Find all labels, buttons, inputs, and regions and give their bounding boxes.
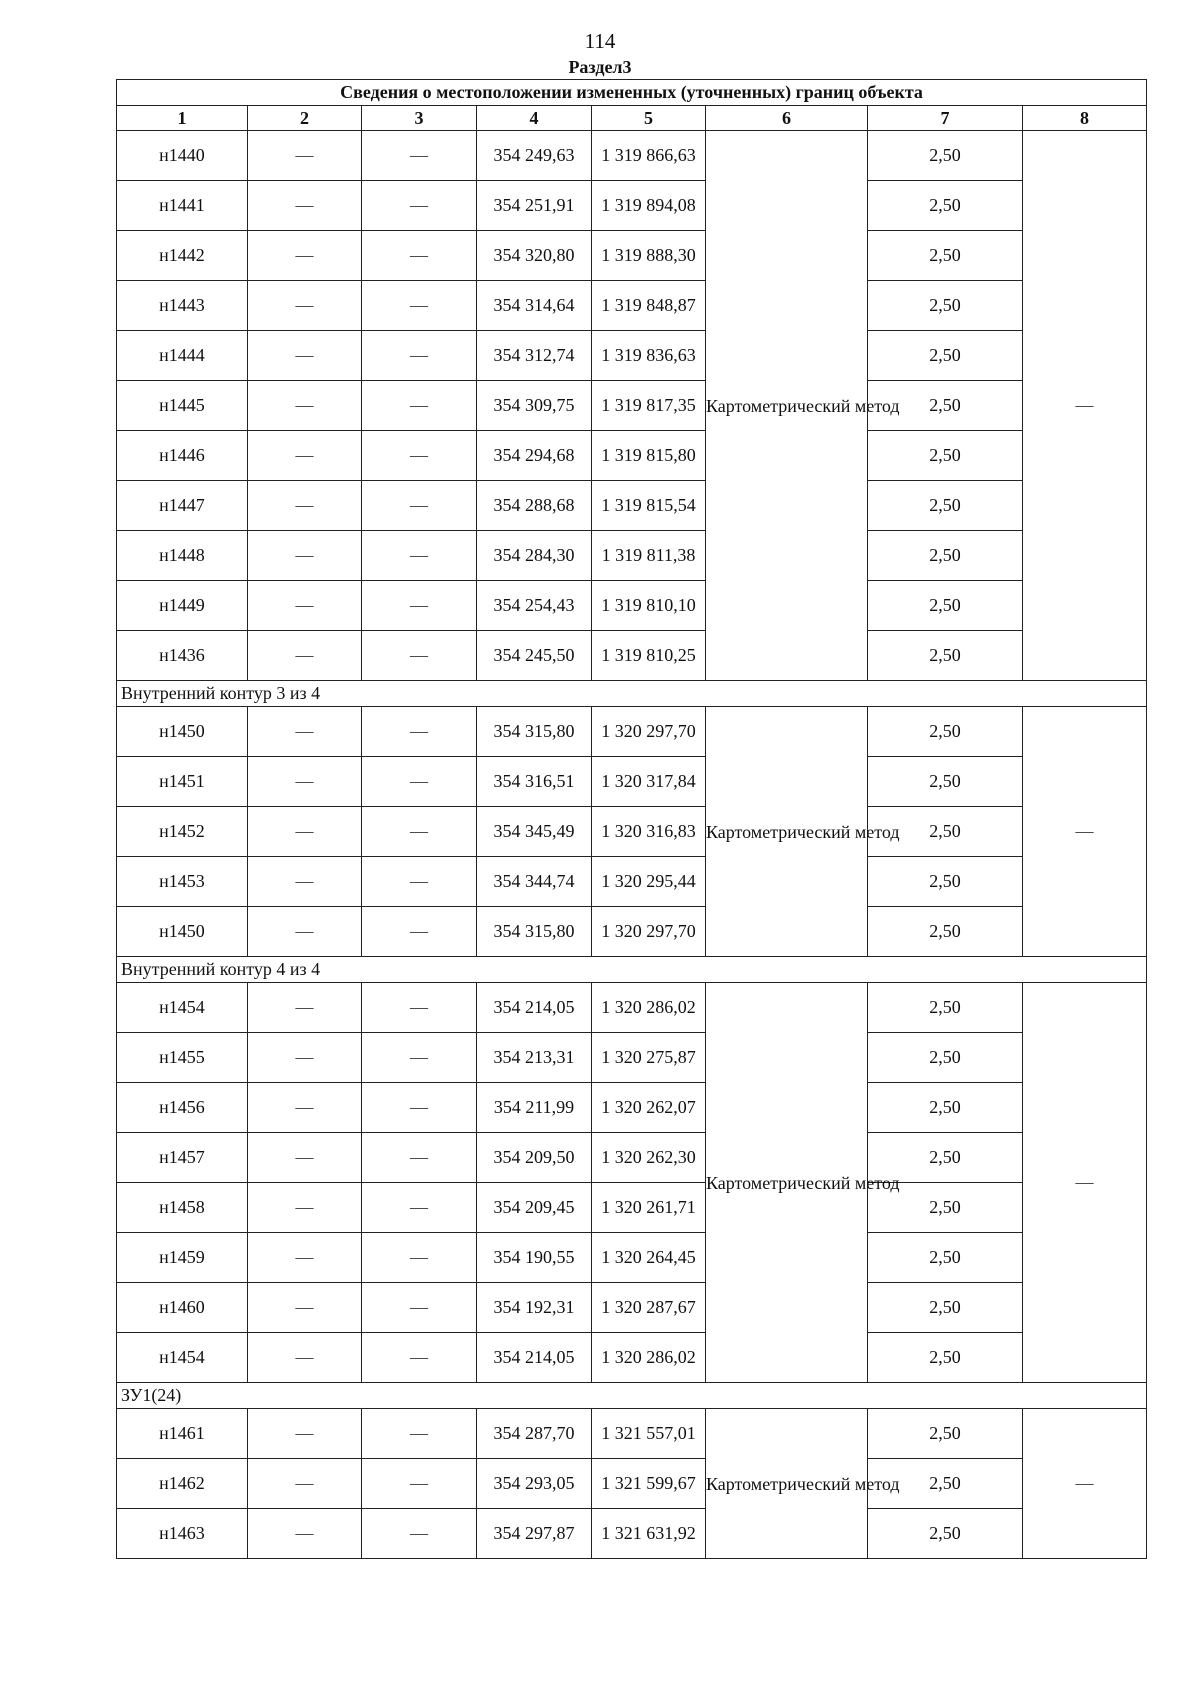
column-3-cell: —: [362, 857, 477, 907]
x-coordinate-cell: 354 316,51: [477, 757, 592, 807]
method-cell: Картометрический метод: [706, 707, 868, 957]
accuracy-cell: 2,50: [868, 1459, 1023, 1509]
point-name-cell: н1441: [117, 181, 248, 231]
x-coordinate-cell: 354 211,99: [477, 1083, 592, 1133]
point-name-cell: н1454: [117, 983, 248, 1033]
y-coordinate-cell: 1 319 810,25: [592, 631, 706, 681]
point-name-cell: н1459: [117, 1233, 248, 1283]
y-coordinate-cell: 1 321 557,01: [592, 1409, 706, 1459]
table-row: [117, 983, 1147, 1033]
column-number-row: [117, 106, 1147, 131]
y-coordinate-cell: 1 319 866,63: [592, 131, 706, 181]
column-3-cell: —: [362, 1509, 477, 1559]
point-name-cell: н1461: [117, 1409, 248, 1459]
column-2-cell: —: [248, 331, 362, 381]
accuracy-cell: 2,50: [868, 757, 1023, 807]
table-row: [117, 1083, 1147, 1133]
contour-label: Внутренний контур 4 из 4: [117, 957, 1147, 983]
column-2-cell: —: [248, 707, 362, 757]
x-coordinate-cell: 354 251,91: [477, 181, 592, 231]
point-name-cell: н1456: [117, 1083, 248, 1133]
point-name-cell: н1447: [117, 481, 248, 531]
x-coordinate-cell: 354 315,80: [477, 707, 592, 757]
x-coordinate-cell: 354 209,45: [477, 1183, 592, 1233]
point-name-cell: н1463: [117, 1509, 248, 1559]
method-cell: Картометрический метод: [706, 983, 868, 1383]
table-row: [117, 531, 1147, 581]
point-name-cell: н1444: [117, 331, 248, 381]
accuracy-cell: 2,50: [868, 1283, 1023, 1333]
table-row: [117, 1459, 1147, 1509]
y-coordinate-cell: 1 319 848,87: [592, 281, 706, 331]
column-3-cell: —: [362, 431, 477, 481]
column-3-cell: —: [362, 907, 477, 957]
point-name-cell: н1436: [117, 631, 248, 681]
y-coordinate-cell: 1 319 815,54: [592, 481, 706, 531]
x-coordinate-cell: 354 214,05: [477, 1333, 592, 1383]
column-3-cell: —: [362, 1459, 477, 1509]
column-number: 7: [868, 106, 1023, 131]
contour-label: ЗУ1(24): [117, 1383, 1147, 1409]
accuracy-cell: 2,50: [868, 1233, 1023, 1283]
y-coordinate-cell: 1 319 817,35: [592, 381, 706, 431]
column-3-cell: —: [362, 1283, 477, 1333]
y-coordinate-cell: 1 320 297,70: [592, 707, 706, 757]
column-2-cell: —: [248, 381, 362, 431]
y-coordinate-cell: 1 320 262,07: [592, 1083, 706, 1133]
x-coordinate-cell: 354 214,05: [477, 983, 592, 1033]
column-2-cell: —: [248, 131, 362, 181]
y-coordinate-cell: 1 321 599,67: [592, 1459, 706, 1509]
point-name-cell: н1450: [117, 907, 248, 957]
y-coordinate-cell: 1 320 316,83: [592, 807, 706, 857]
column-2-cell: —: [248, 857, 362, 907]
y-coordinate-cell: 1 320 297,70: [592, 907, 706, 957]
column-number: 1: [117, 106, 248, 131]
x-coordinate-cell: 354 288,68: [477, 481, 592, 531]
y-coordinate-cell: 1 319 894,08: [592, 181, 706, 231]
x-coordinate-cell: 354 312,74: [477, 331, 592, 381]
column-3-cell: —: [362, 631, 477, 681]
accuracy-cell: 2,50: [868, 231, 1023, 281]
accuracy-cell: 2,50: [868, 481, 1023, 531]
column-3-cell: —: [362, 581, 477, 631]
accuracy-cell: 2,50: [868, 331, 1023, 381]
x-coordinate-cell: 354 213,31: [477, 1033, 592, 1083]
column-2-cell: —: [248, 757, 362, 807]
table-row: [117, 181, 1147, 231]
column-2-cell: —: [248, 1283, 362, 1333]
accuracy-cell: 2,50: [868, 531, 1023, 581]
accuracy-cell: 2,50: [868, 181, 1023, 231]
column-3-cell: —: [362, 1083, 477, 1133]
column-2-cell: —: [248, 1183, 362, 1233]
contour-label: Внутренний контур 3 из 4: [117, 681, 1147, 707]
table-body: [117, 131, 1147, 1559]
table-row: [117, 481, 1147, 531]
x-coordinate-cell: 354 249,63: [477, 131, 592, 181]
point-name-cell: н1458: [117, 1183, 248, 1233]
table-row: [117, 281, 1147, 331]
accuracy-cell: 2,50: [868, 281, 1023, 331]
point-name-cell: н1443: [117, 281, 248, 331]
point-name-cell: н1457: [117, 1133, 248, 1183]
table-row: [117, 1033, 1147, 1083]
x-coordinate-cell: 354 297,87: [477, 1509, 592, 1559]
y-coordinate-cell: 1 320 317,84: [592, 757, 706, 807]
x-coordinate-cell: 354 314,64: [477, 281, 592, 331]
column-3-cell: —: [362, 1133, 477, 1183]
point-name-cell: н1446: [117, 431, 248, 481]
table-row: [117, 431, 1147, 481]
accuracy-cell: 2,50: [868, 1133, 1023, 1183]
contour-header-row: [117, 957, 1147, 983]
column-3-cell: —: [362, 281, 477, 331]
section-title: Раздел3: [568, 57, 632, 77]
table-row: [117, 1409, 1147, 1459]
table-row: [117, 1233, 1147, 1283]
column-3-cell: —: [362, 757, 477, 807]
table-row: [117, 807, 1147, 857]
table-caption: Сведения о местоположении измененных (уточненных) границ объекта: [117, 80, 1147, 106]
x-coordinate-cell: 354 209,50: [477, 1133, 592, 1183]
column-2-cell: —: [248, 531, 362, 581]
accuracy-cell: 2,50: [868, 807, 1023, 857]
table-row: [117, 1333, 1147, 1383]
point-name-cell: н1442: [117, 231, 248, 281]
accuracy-cell: 2,50: [868, 1333, 1023, 1383]
x-coordinate-cell: 354 345,49: [477, 807, 592, 857]
point-name-cell: н1462: [117, 1459, 248, 1509]
point-name-cell: н1450: [117, 707, 248, 757]
column-3-cell: —: [362, 1183, 477, 1233]
column-3-cell: —: [362, 1333, 477, 1383]
column-3-cell: —: [362, 381, 477, 431]
accuracy-cell: 2,50: [868, 381, 1023, 431]
x-coordinate-cell: 354 315,80: [477, 907, 592, 957]
y-coordinate-cell: 1 320 286,02: [592, 983, 706, 1033]
y-coordinate-cell: 1 319 888,30: [592, 231, 706, 281]
accuracy-cell: 2,50: [868, 1509, 1023, 1559]
coordinates-table: [116, 79, 1147, 1559]
x-coordinate-cell: 354 254,43: [477, 581, 592, 631]
table-row: [117, 1509, 1147, 1559]
table-row: [117, 907, 1147, 957]
column-3-cell: —: [362, 1033, 477, 1083]
column-3-cell: —: [362, 707, 477, 757]
accuracy-cell: 2,50: [868, 1083, 1023, 1133]
accuracy-cell: 2,50: [868, 131, 1023, 181]
table-row: [117, 631, 1147, 681]
table-row: [117, 1183, 1147, 1233]
column-2-cell: —: [248, 631, 362, 681]
column-number: 3: [362, 106, 477, 131]
point-name-cell: н1454: [117, 1333, 248, 1383]
column-2-cell: —: [248, 1409, 362, 1459]
column-3-cell: —: [362, 131, 477, 181]
x-coordinate-cell: 354 245,50: [477, 631, 592, 681]
table-row: [117, 1283, 1147, 1333]
column-2-cell: —: [248, 1083, 362, 1133]
column-2-cell: —: [248, 1033, 362, 1083]
x-coordinate-cell: 354 320,80: [477, 231, 592, 281]
y-coordinate-cell: 1 320 262,30: [592, 1133, 706, 1183]
column-2-cell: —: [248, 481, 362, 531]
column-2-cell: —: [248, 281, 362, 331]
y-coordinate-cell: 1 320 275,87: [592, 1033, 706, 1083]
column-2-cell: —: [248, 231, 362, 281]
column-3-cell: —: [362, 531, 477, 581]
accuracy-cell: 2,50: [868, 707, 1023, 757]
page-number: 114: [584, 29, 616, 53]
point-name-cell: н1451: [117, 757, 248, 807]
column-2-cell: —: [248, 983, 362, 1033]
accuracy-cell: 2,50: [868, 581, 1023, 631]
y-coordinate-cell: 1 319 815,80: [592, 431, 706, 481]
point-name-cell: н1440: [117, 131, 248, 181]
x-coordinate-cell: 354 287,70: [477, 1409, 592, 1459]
table-row: [117, 331, 1147, 381]
table-row: [117, 757, 1147, 807]
accuracy-cell: 2,50: [868, 1033, 1023, 1083]
y-coordinate-cell: 1 320 261,71: [592, 1183, 706, 1233]
column-2-cell: —: [248, 1459, 362, 1509]
contour-header-row: [117, 681, 1147, 707]
point-name-cell: н1448: [117, 531, 248, 581]
column-3-cell: —: [362, 331, 477, 381]
column-number: 5: [592, 106, 706, 131]
column-8-cell: —: [1023, 707, 1147, 957]
point-name-cell: н1455: [117, 1033, 248, 1083]
column-number: 2: [248, 106, 362, 131]
point-name-cell: н1445: [117, 381, 248, 431]
x-coordinate-cell: 354 344,74: [477, 857, 592, 907]
accuracy-cell: 2,50: [868, 983, 1023, 1033]
accuracy-cell: 2,50: [868, 1409, 1023, 1459]
point-name-cell: н1452: [117, 807, 248, 857]
accuracy-cell: 2,50: [868, 631, 1023, 681]
column-2-cell: —: [248, 181, 362, 231]
method-cell: Картометрический метод: [706, 1409, 868, 1559]
x-coordinate-cell: 354 190,55: [477, 1233, 592, 1283]
column-2-cell: —: [248, 907, 362, 957]
column-number: 8: [1023, 106, 1147, 131]
column-3-cell: —: [362, 1409, 477, 1459]
y-coordinate-cell: 1 320 264,45: [592, 1233, 706, 1283]
table-row: [117, 131, 1147, 181]
column-2-cell: —: [248, 431, 362, 481]
column-2-cell: —: [248, 581, 362, 631]
method-cell: Картометрический метод: [706, 131, 868, 681]
column-3-cell: —: [362, 1233, 477, 1283]
column-2-cell: —: [248, 1333, 362, 1383]
point-name-cell: н1460: [117, 1283, 248, 1333]
y-coordinate-cell: 1 320 286,02: [592, 1333, 706, 1383]
column-3-cell: —: [362, 231, 477, 281]
table-row: [117, 231, 1147, 281]
point-name-cell: н1453: [117, 857, 248, 907]
table-row: [117, 857, 1147, 907]
column-2-cell: —: [248, 807, 362, 857]
x-coordinate-cell: 354 309,75: [477, 381, 592, 431]
y-coordinate-cell: 1 320 295,44: [592, 857, 706, 907]
column-3-cell: —: [362, 181, 477, 231]
y-coordinate-cell: 1 319 811,38: [592, 531, 706, 581]
y-coordinate-cell: 1 321 631,92: [592, 1509, 706, 1559]
table-row: [117, 707, 1147, 757]
column-8-cell: —: [1023, 131, 1147, 681]
column-8-cell: —: [1023, 983, 1147, 1383]
column-number: 6: [706, 106, 868, 131]
table-row: [117, 381, 1147, 431]
accuracy-cell: 2,50: [868, 907, 1023, 957]
accuracy-cell: 2,50: [868, 857, 1023, 907]
table-row: [117, 1133, 1147, 1183]
x-coordinate-cell: 354 192,31: [477, 1283, 592, 1333]
column-2-cell: —: [248, 1509, 362, 1559]
column-2-cell: —: [248, 1233, 362, 1283]
table-caption-row: [117, 80, 1147, 106]
table-row: [117, 581, 1147, 631]
point-name-cell: н1449: [117, 581, 248, 631]
column-3-cell: —: [362, 807, 477, 857]
y-coordinate-cell: 1 319 836,63: [592, 331, 706, 381]
x-coordinate-cell: 354 284,30: [477, 531, 592, 581]
contour-header-row: [117, 1383, 1147, 1409]
x-coordinate-cell: 354 293,05: [477, 1459, 592, 1509]
accuracy-cell: 2,50: [868, 1183, 1023, 1233]
y-coordinate-cell: 1 319 810,10: [592, 581, 706, 631]
y-coordinate-cell: 1 320 287,67: [592, 1283, 706, 1333]
column-3-cell: —: [362, 481, 477, 531]
column-number: 4: [477, 106, 592, 131]
x-coordinate-cell: 354 294,68: [477, 431, 592, 481]
column-8-cell: —: [1023, 1409, 1147, 1559]
column-3-cell: —: [362, 983, 477, 1033]
column-2-cell: —: [248, 1133, 362, 1183]
accuracy-cell: 2,50: [868, 431, 1023, 481]
